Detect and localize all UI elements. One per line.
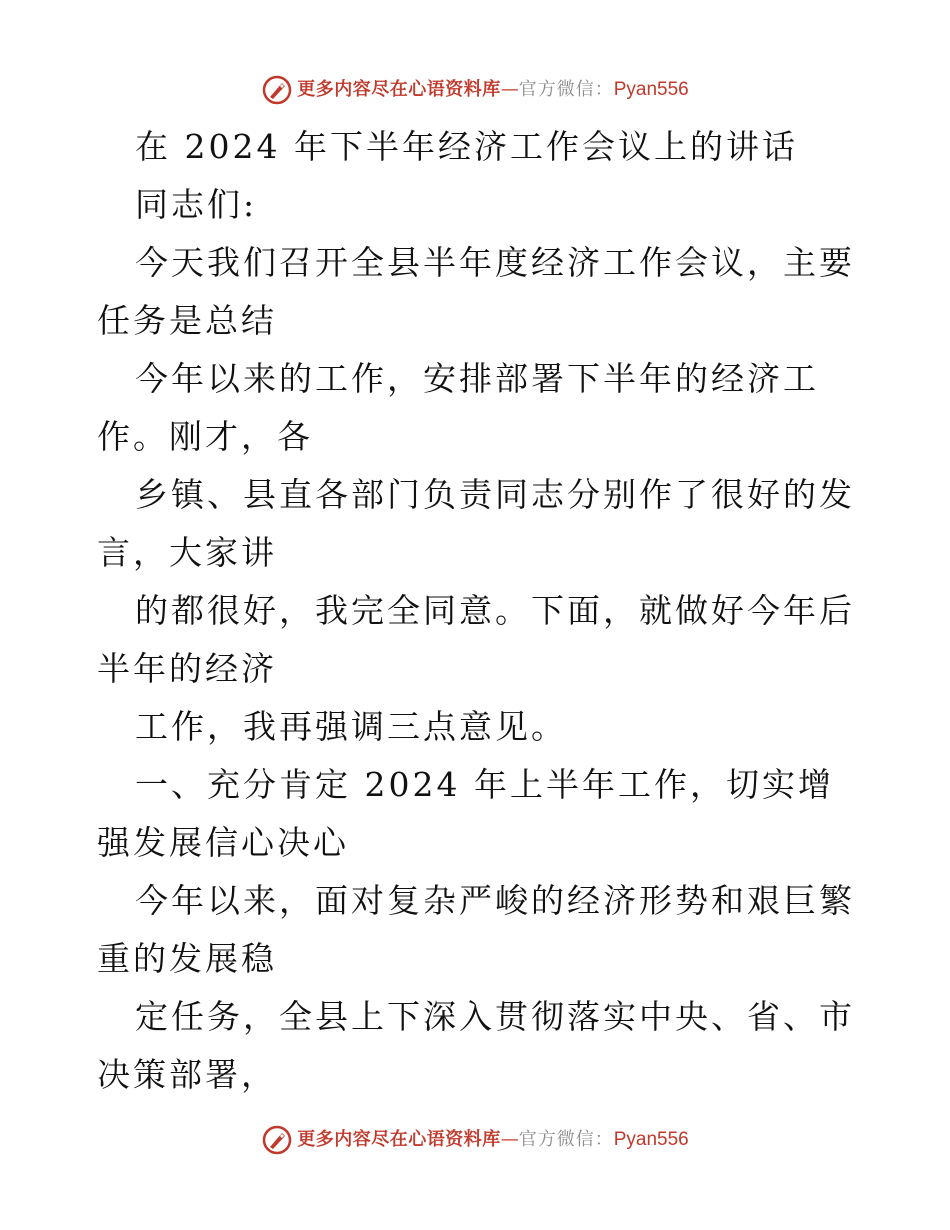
banner-wechat-label: 官方微信： [518,79,614,100]
paragraph: 定任务，全县上下深入贯彻落实中央、省、市决策部署， [97,997,855,1094]
document-salutation: 同志们: [135,185,258,224]
paragraph: 工作，我再强调三点意见。 [135,707,567,746]
banner-brand-text: 更多内容尽在心语资料库 [297,79,501,100]
paragraph: 今年以来，面对复杂严峻的经济形势和艰巨繁重的发展稳 [97,881,855,978]
banner-dash: — [500,79,519,100]
paragraph: 今天我们召开全县半年度经济工作会议，主要任务是总结 [97,243,855,340]
paragraph: 乡镇、县直各部门负责同志分别作了很好的发言，大家讲 [97,475,855,572]
document-body [97,118,857,1104]
paragraph: 的都很好，我完全同意。下面，就做好今年后半年的经济 [97,591,855,688]
pen-nib-logo-icon [261,74,293,106]
header-watermark-banner [0,70,950,110]
banner-brand-text: 更多内容尽在心语资料库 [297,1129,501,1150]
section-heading: 一、充分肯定 2024 年上半年工作，切实增强发展信心决心 [97,765,834,862]
document-title: 在 2024 年下半年经济工作会议上的讲话 [135,127,798,166]
banner-wechat-account: Pyan556 [613,1129,689,1150]
banner-wechat-account: Pyan556 [613,79,689,100]
pen-nib-logo-icon [261,1124,293,1156]
footer-watermark-banner [0,1120,950,1160]
paragraph: 今年以来的工作，安排部署下半年的经济工作。刚才，各 [97,359,819,456]
banner-wechat-label: 官方微信： [518,1129,614,1150]
banner-dash: — [500,1129,519,1150]
